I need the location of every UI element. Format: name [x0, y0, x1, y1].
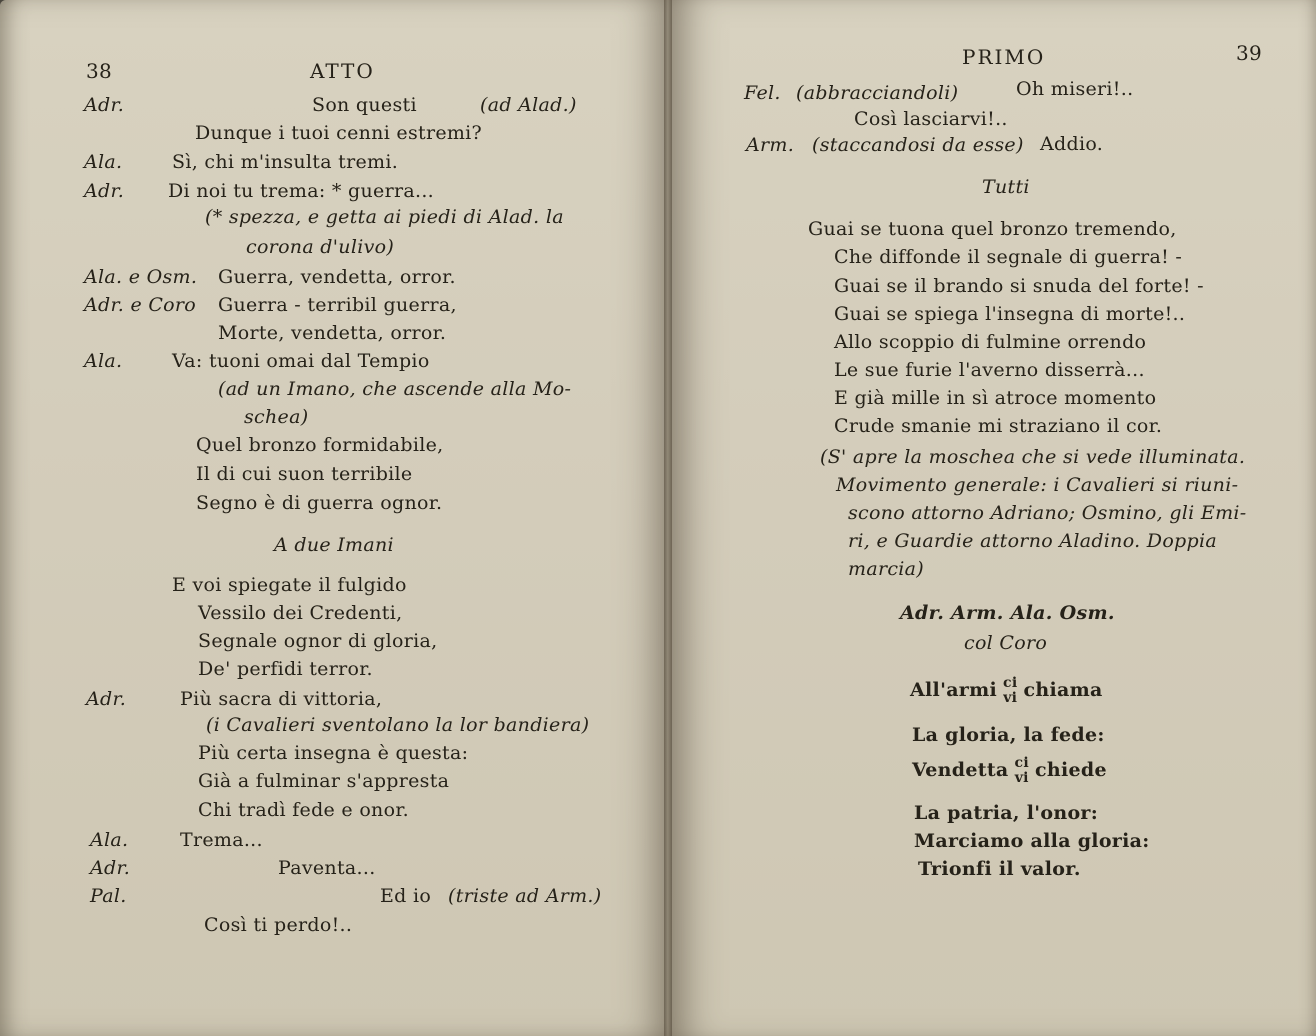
verse-line: Trema... [180, 829, 263, 851]
verse-line: Le sue furie l'averno disserrà... [834, 359, 1145, 381]
stage-note: ri, e Guardie attorno Aladino. Doppia [848, 530, 1217, 552]
stage-note: (ad Alad.) [480, 94, 577, 116]
book-gutter [664, 0, 672, 1036]
verse-line: Morte, vendetta, orror. [218, 322, 447, 344]
section-heading: A due Imani [274, 534, 394, 556]
verse-line: Guerra - terribil guerra, [218, 294, 457, 316]
verse-line: Son questi [312, 94, 417, 116]
stage-note: (abbracciandoli) [796, 82, 959, 104]
verse-line: Crude smanie mi straziano il cor. [834, 415, 1163, 437]
speaker: Pal. [90, 885, 127, 907]
ci-vi-stack [1015, 756, 1029, 786]
page-header: PRIMO [962, 45, 1046, 69]
chorus-line [910, 676, 1103, 706]
verse-line: Addio. [1040, 133, 1104, 155]
stage-note: (triste ad Arm.) [448, 885, 602, 907]
chorus-line: La patria, l'onor: [914, 802, 1099, 824]
verse-line: Così lasciarvi!.. [854, 108, 1008, 130]
chorus-line: Trionfi il valor. [918, 858, 1081, 880]
verse-line: Chi tradì fede e onor. [198, 799, 409, 821]
speaker: Adr. [86, 688, 127, 710]
verse-line: Segnale ognor di gloria, [198, 630, 438, 652]
speaker: Arm. [746, 134, 795, 156]
verse-line: Più certa insegna è questa: [198, 742, 469, 764]
stage-note: marcia) [848, 558, 924, 580]
stage-note: corona d'ulivo) [246, 236, 395, 258]
stage-note: (S' apre la moschea che si vede illuminata. [820, 446, 1246, 468]
stage-note: Movimento generale: i Cavalieri si riuni- [836, 474, 1239, 496]
stage-note: (staccandosi da esse) [812, 134, 1024, 156]
chorus-word: chiede [1035, 759, 1107, 781]
speaker: Fel. [744, 82, 781, 104]
stage-note: (i Cavalieri sventolano la lor bandiera) [206, 714, 590, 736]
verse-line: Dunque i tuoi cenni estremi? [195, 122, 483, 144]
chorus-line: La gloria, la fede: [912, 724, 1105, 746]
verse-line: E già mille in sì atroce momento [834, 387, 1157, 409]
stage-note: scono attorno Adriano; Osmino, gli Emi- [848, 502, 1247, 524]
verse-line: Oh miseri!.. [1016, 78, 1134, 100]
ci-text: ci [1014, 755, 1029, 771]
verse-line: Vessilo dei Credenti, [198, 602, 403, 624]
speaker: Adr. [90, 857, 131, 879]
ci-vi-stack [1003, 676, 1017, 706]
vi-text: vi [1003, 690, 1018, 706]
verse-line: Guai se spiega l'insegna di morte!.. [834, 303, 1186, 325]
chorus-word: chiama [1023, 679, 1103, 701]
verse-line: Guerra, vendetta, orror. [218, 266, 456, 288]
right-page [668, 0, 1316, 1036]
verse-line: Quel bronzo formidabile, [196, 434, 444, 456]
verse-line: Già a fulminar s'appresta [198, 770, 450, 792]
verse-line: Sì, chi m'insulta tremi. [172, 151, 399, 173]
speaker: Ala. e Osm. [84, 266, 198, 288]
verse-line: Guai se il brando si snuda del forte! - [834, 275, 1204, 297]
chorus-word: All'armi [910, 679, 998, 701]
verse-line: Paventa... [278, 857, 376, 879]
verse-line: Segno è di guerra ognor. [196, 492, 443, 514]
speaker: Adr. e Coro [84, 294, 197, 316]
speaker: Ala. [84, 151, 123, 173]
speaker: Ala. [84, 350, 123, 372]
page-number: 38 [86, 59, 113, 83]
section-heading: Tutti [982, 176, 1030, 198]
verse-line: Ed io [380, 885, 432, 907]
page-number: 39 [1236, 41, 1263, 65]
verse-line: De' perfidi terror. [198, 658, 373, 680]
chorus-line [912, 756, 1107, 786]
verse-line: Più sacra di vittoria, [180, 688, 383, 710]
page-header: ATTO [310, 59, 375, 83]
stage-note: (ad un Imano, che ascende alla Mo- [218, 378, 572, 400]
verse-line: Va: tuoni omai dal Tempio [172, 350, 430, 372]
speaker: Adr. [84, 180, 125, 202]
vi-text: vi [1014, 770, 1029, 786]
speaker: Adr. [84, 94, 125, 116]
verse-line: Il di cui suon terribile [196, 463, 413, 485]
speaker: Ala. [90, 829, 129, 851]
verse-line: Guai se tuona quel bronzo tremendo, [808, 218, 1177, 240]
verse-line: Di noi tu trema: * guerra... [168, 180, 434, 202]
chorus-line: Marciamo alla gloria: [914, 830, 1150, 852]
chorus-heading: Adr. Arm. Ala. Osm. [900, 602, 1115, 624]
stage-note: schea) [244, 406, 309, 428]
chorus-heading: col Coro [964, 632, 1048, 654]
verse-line: Che diffonde il segnale di guerra! - [834, 246, 1183, 268]
verse-line: E voi spiegate il fulgido [172, 574, 407, 596]
chorus-word: Vendetta [912, 759, 1009, 781]
ci-text: ci [1003, 675, 1018, 691]
stage-note: (* spezza, e getta ai piedi di Alad. la [205, 206, 564, 228]
verse-line: Così ti perdo!.. [204, 914, 353, 936]
verse-line: Allo scoppio di fulmine orrendo [834, 331, 1147, 353]
